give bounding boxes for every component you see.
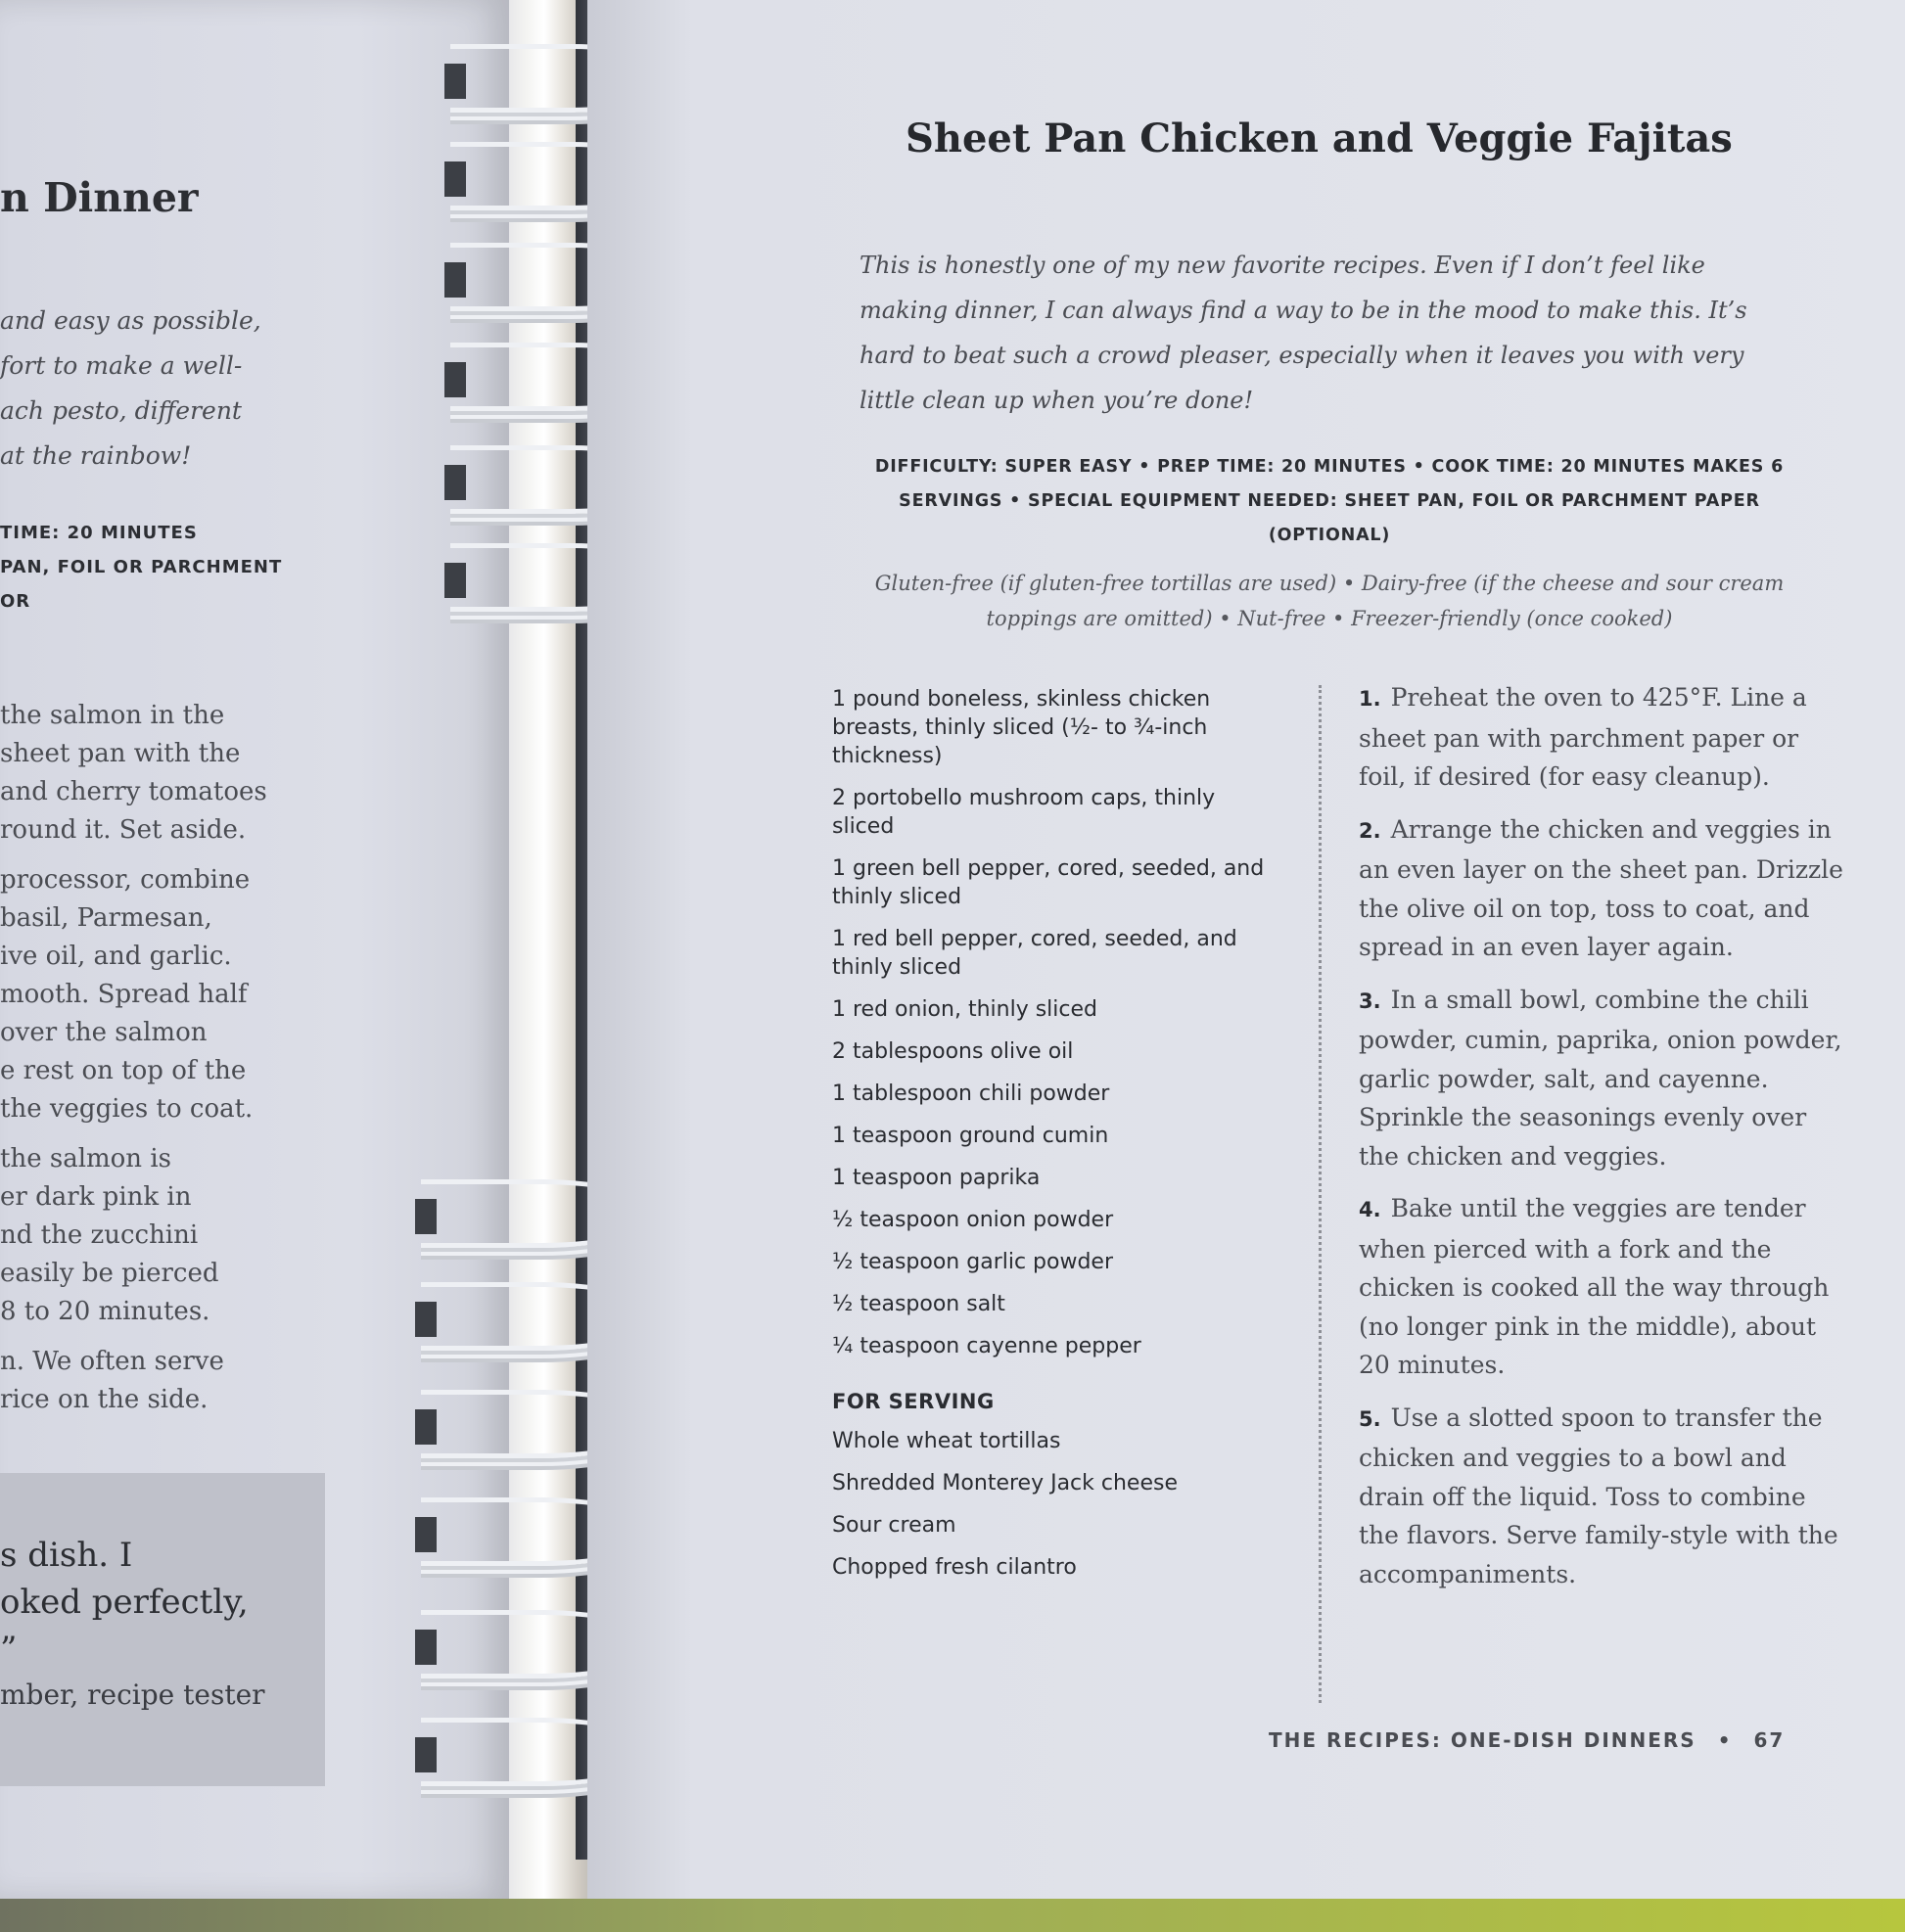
left-step-line: nd the zucchini	[0, 1220, 199, 1250]
quote-attribution: mber, recipe tester	[0, 1679, 265, 1711]
left-step-line: the salmon in the	[0, 701, 225, 730]
column-divider	[1319, 685, 1322, 1703]
quote-line: s dish. I	[0, 1536, 133, 1575]
ingredient-item: 2 tablespoons olive oil	[832, 1039, 1074, 1064]
left-intro-line: ach pesto, different	[0, 396, 242, 425]
step-text: Preheat the oven to 425°F. Line a sheet pan with parchment paper or foil, if desired (for easy cleanup).	[1359, 683, 1807, 791]
footer-separator: •	[1717, 1728, 1733, 1752]
left-step-line: the veggies to coat.	[0, 1094, 254, 1124]
method-step	[1359, 810, 1848, 967]
ingredient-item: 1 teaspoon paprika	[832, 1166, 1041, 1190]
ingredient-item: ½ teaspoon garlic powder	[832, 1250, 1114, 1274]
method-step	[1359, 1189, 1848, 1385]
left-intro-line: fort to make a well-	[0, 351, 243, 380]
method-steps	[1359, 678, 1848, 1607]
ingredient-item: ½ teaspoon onion powder	[832, 1208, 1114, 1232]
recipe-title: Sheet Pan Chicken and Veggie Fajitas	[906, 115, 1733, 161]
ingredient-item: 1 teaspoon ground cumin	[832, 1124, 1109, 1148]
ingredient-item: 1 red bell pepper, cored, seeded, and thinly sliced	[832, 927, 1237, 980]
ingredient-item: ¼ teaspoon cayenne pepper	[832, 1334, 1141, 1358]
page-number: 67	[1753, 1728, 1786, 1752]
left-step-line: over the salmon	[0, 1018, 208, 1047]
ingredient-item: 1 tablespoon chili powder	[832, 1081, 1110, 1106]
left-step-line: and cherry tomatoes	[0, 777, 267, 806]
serving-heading: FOR SERVING	[832, 1390, 995, 1413]
ingredient-list	[832, 685, 1282, 1595]
left-intro-line: and easy as possible,	[0, 306, 261, 335]
left-meta-line: OR	[0, 591, 31, 612]
quote-line: oked perfectly,	[0, 1583, 249, 1622]
method-step	[1359, 981, 1848, 1176]
ingredient-item: 1 red onion, thinly sliced	[832, 997, 1097, 1022]
left-step-line: basil, Parmesan,	[0, 903, 212, 933]
left-page-steps	[0, 697, 267, 1431]
step-text: Use a slotted spoon to transfer the chicken and veggies to a bowl and drain off the liquid. Toss to combine the flavors. Serve family-style with the accompaniments.	[1359, 1403, 1838, 1588]
left-step-line: the salmon is	[0, 1144, 171, 1173]
step-text: Arrange the chicken and veggies in an even layer on the sheet pan. Drizzle the olive oil on top, toss to coat, and spread in an even layer again.	[1359, 814, 1843, 961]
quote-text	[0, 1532, 249, 1673]
footer-section: THE RECIPES: ONE-DISH DINNERS	[1269, 1728, 1696, 1752]
right-page	[587, 0, 1905, 1899]
left-page-meta	[0, 516, 282, 619]
step-number: 5.	[1359, 1406, 1381, 1431]
method-step	[1359, 1399, 1848, 1594]
serving-item: Sour cream	[832, 1513, 956, 1538]
quote-line: ”	[0, 1630, 18, 1669]
step-number: 2.	[1359, 818, 1381, 843]
left-step-paragraph	[0, 1140, 267, 1331]
ingredient-item: 1 pound boneless, skinless chicken breasts, thinly sliced (½- to ¾-inch thickness)	[832, 687, 1211, 768]
left-step-line: sheet pan with the	[0, 739, 241, 768]
left-page-intro	[0, 299, 261, 479]
ingredient-item: 1 green bell pepper, cored, seeded, and thinly sliced	[832, 856, 1265, 909]
step-text: In a small bowl, combine the chili powder, cumin, paprika, onion powder, garlic powder, salt, and cayenne. Sprinkle the seasonings evenly over the chicken and veggies.	[1359, 985, 1842, 1171]
left-step-line: e rest on top of the	[0, 1056, 247, 1085]
recipe-dietary-tags: Gluten-free (if gluten-free tortillas are used) • Dairy-free (if the cheese and sour cream toppings are omitted) • Nut-free • Freezer-friendly (once cooked)	[874, 572, 1785, 630]
left-meta-line: PAN, FOIL OR PARCHMENT	[0, 557, 283, 577]
left-step-line: easily be pierced	[0, 1259, 219, 1288]
recipe-intro: This is honestly one of my new favorite recipes. Even if I don’t feel like making dinner, I can always find a way to be in the mood to make this. It’s hard to beat such a crowd pleaser, especially when it leaves you with very little clean up when you’re done!	[860, 252, 1747, 414]
ingredient-item: ½ teaspoon salt	[832, 1292, 1005, 1316]
ingredient-item: 2 portobello mushroom caps, thinly sliced	[832, 786, 1216, 839]
left-step-line: rice on the side.	[0, 1385, 209, 1414]
recipe-meta: DIFFICULTY: SUPER EASY • PREP TIME: 20 MINUTES • COOK TIME: 20 MINUTES MAKES 6 SERVINGS • SPECIAL EQUIPMENT NEEDED: SHEET PAN, FOIL OR PARCHMENT PAPER (OPTIONAL)	[874, 457, 1785, 545]
serving-item: Shredded Monterey Jack cheese	[832, 1471, 1178, 1495]
left-meta-line: TIME: 20 MINUTES	[0, 523, 198, 543]
step-number: 3.	[1359, 989, 1381, 1013]
left-step-paragraph	[0, 861, 267, 1128]
left-step-line: ive oil, and garlic.	[0, 942, 232, 971]
left-step-line: er dark pink in	[0, 1182, 192, 1212]
left-page-title: n Dinner	[0, 174, 199, 221]
serving-item: Whole wheat tortillas	[832, 1429, 1061, 1453]
left-step-line: round it. Set aside.	[0, 815, 247, 845]
serving-item: Chopped fresh cilantro	[832, 1555, 1077, 1580]
page-footer	[1269, 1728, 1785, 1752]
left-step-line: n. We often serve	[0, 1347, 224, 1376]
left-step-paragraph	[0, 697, 267, 850]
left-step-line: processor, combine	[0, 865, 251, 895]
step-number: 4.	[1359, 1198, 1381, 1221]
step-number: 1.	[1359, 687, 1381, 711]
left-step-paragraph	[0, 1343, 267, 1419]
step-text: Bake until the veggies are tender when pierced with a fork and the chicken is cooked all the way through (no longer pink in the middle), about 20 minutes.	[1359, 1194, 1830, 1379]
left-intro-line: at the rainbow!	[0, 441, 192, 470]
method-step	[1359, 678, 1848, 797]
left-step-line: mooth. Spread half	[0, 980, 248, 1009]
left-step-line: 8 to 20 minutes.	[0, 1297, 210, 1326]
